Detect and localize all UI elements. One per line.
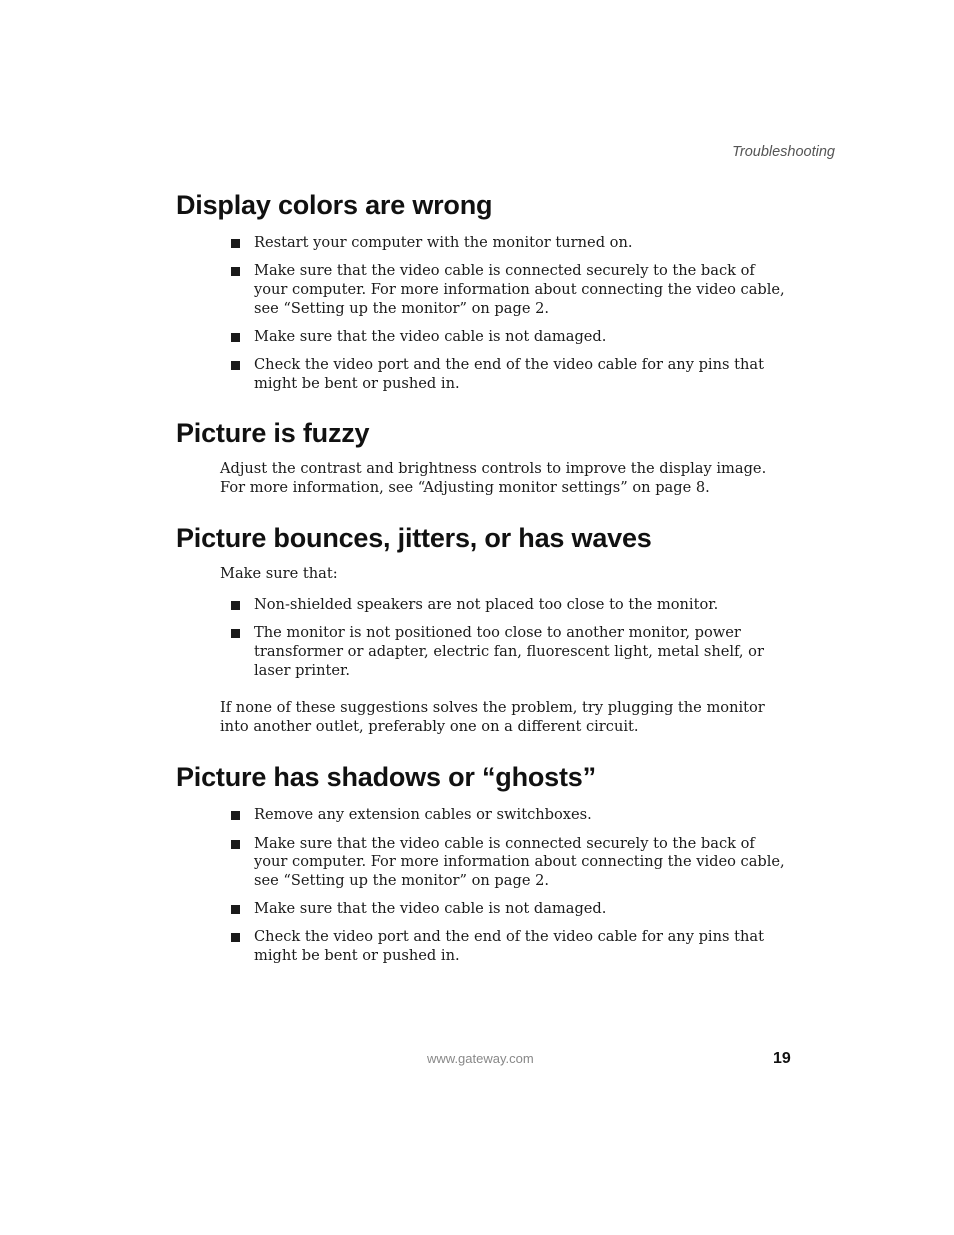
square-bullet-icon bbox=[231, 811, 240, 820]
bullet-list-shadows bbox=[176, 806, 796, 966]
square-bullet-icon bbox=[231, 840, 240, 849]
square-bullet-icon bbox=[231, 905, 240, 914]
list-item: Make sure that the video cable is not damaged. bbox=[254, 328, 790, 347]
page-content bbox=[176, 186, 796, 975]
bullet-list-bounces bbox=[176, 596, 796, 681]
section-title-display-colors: Display colors are wrong bbox=[176, 190, 493, 220]
square-bullet-icon bbox=[231, 933, 240, 942]
section-title-picture-bounces: Picture bounces, jitters, or has waves bbox=[176, 523, 652, 554]
square-bullet-icon bbox=[231, 239, 240, 248]
section-title-picture-shadows: Picture has shadows or “ghosts” bbox=[176, 762, 596, 793]
list-item: Non-shielded speakers are not placed too close to the monitor. bbox=[254, 596, 790, 615]
list-item: Restart your computer with the monitor turned on. bbox=[254, 234, 790, 253]
page-number: 19 bbox=[773, 1050, 791, 1067]
bullet-list-display-colors bbox=[176, 234, 796, 394]
list-item: Make sure that the video cable is not damaged. bbox=[254, 900, 790, 919]
square-bullet-icon bbox=[231, 361, 240, 370]
square-bullet-icon bbox=[231, 267, 240, 276]
footer-url: www.gateway.com bbox=[427, 1051, 534, 1066]
bounces-intro: Make sure that: bbox=[220, 565, 338, 583]
list-item: Make sure that the video cable is connected securely to the back of your computer. For more information about connecting the video cable, see “Setting up the monitor” on page 2. bbox=[254, 835, 790, 891]
bounces-after-paragraph: If none of these suggestions solves the problem, try plugging the monitor into another outlet, preferably one on a different circuit. bbox=[220, 698, 765, 735]
list-item: Check the video port and the end of the video cable for any pins that might be bent or pushed in. bbox=[254, 356, 790, 394]
running-head: Troubleshooting bbox=[732, 144, 835, 160]
list-item: Make sure that the video cable is connected securely to the back of your computer. For more information about connecting the video cable, see “Setting up the monitor” on page 2. bbox=[254, 262, 790, 318]
list-item: Remove any extension cables or switchboxes. bbox=[254, 806, 790, 825]
list-item: Check the video port and the end of the video cable for any pins that might be bent or pushed in. bbox=[254, 928, 790, 966]
list-item: The monitor is not positioned too close to another monitor, power transformer or adapter, electric fan, fluorescent light, metal shelf, or laser printer. bbox=[254, 624, 790, 680]
fuzzy-paragraph: Adjust the contrast and brightness controls to improve the display image. For more information, see “Adjusting monitor settings” on page 8. bbox=[220, 459, 767, 496]
square-bullet-icon bbox=[231, 333, 240, 342]
section-title-picture-fuzzy: Picture is fuzzy bbox=[176, 417, 370, 448]
square-bullet-icon bbox=[231, 601, 240, 610]
square-bullet-icon bbox=[231, 629, 240, 638]
